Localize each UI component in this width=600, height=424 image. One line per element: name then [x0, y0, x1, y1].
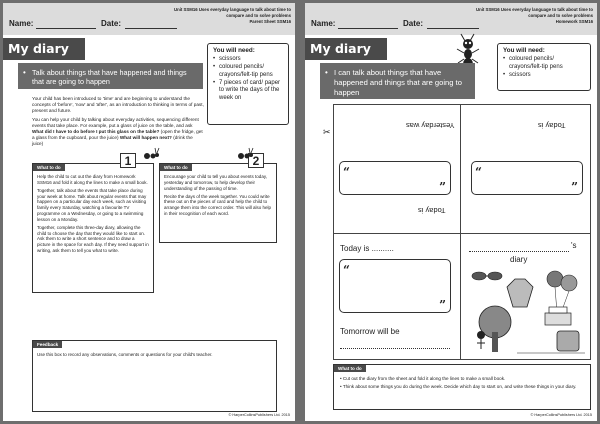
bullet-icon: • — [325, 68, 328, 77]
need-item: • scissors — [503, 72, 585, 80]
what-to-do-panel-1 — [32, 163, 154, 293]
name-label: Name: — [9, 19, 34, 28]
unit-info — [171, 7, 291, 24]
diary-cover-illustration — [467, 267, 585, 355]
cake-icon — [545, 313, 571, 325]
quote-close-icon: ” — [571, 180, 578, 194]
name-line — [338, 28, 398, 29]
intro-text — [32, 96, 204, 150]
homework-sheet — [305, 3, 597, 421]
parent-sheet — [3, 3, 295, 421]
backpack-icon — [557, 331, 579, 351]
page-title: My diary — [305, 38, 387, 60]
quote-open-icon: “ — [343, 165, 350, 179]
today-label-mid: Today is — [418, 206, 446, 215]
possessive-suffix: 's — [571, 241, 577, 250]
scissors-icon: ✂ — [323, 127, 331, 137]
dress-icon — [507, 279, 533, 307]
date-line — [427, 28, 479, 29]
what-to-do-panel — [333, 364, 591, 410]
panel-label: What to do — [334, 365, 366, 372]
feedback-panel — [32, 340, 277, 412]
speech-bubble — [339, 161, 451, 195]
balloon-icon — [547, 271, 563, 287]
need-heading: You will need: — [503, 47, 545, 54]
fold-line — [460, 105, 461, 359]
goal-text: I can talk about things that have happened and things that are going to happen — [334, 68, 462, 97]
panel-label: Feedback — [33, 341, 62, 348]
fold-line — [334, 233, 590, 234]
yesterday-label: Yesterday was — [406, 121, 455, 130]
step-badge-1: 1 — [120, 153, 136, 168]
need-item: • coloured pencils/ crayons/felt-tip pens — [503, 56, 585, 72]
panel-label: What to do — [160, 164, 192, 171]
panel-text: Help the child to cut out the diary from Homework SSM16 and fold it along the lines to make a small book. Together, talk about the events that take place during your week at home. Talk about regular events that may happen on a particular day each week, such as visiting family every Saturday, watching a favourite TV programme on a Wednesday, or going to a swimming lesson on a Monday. Together, complete this three-day diary, allowing the child to choose the day that they would like to start on. Ask them to write a short sentence and to draw a picture in the space for each day. If they need support in writing, ask them to tell you what to write. — [37, 174, 149, 254]
unit-line: Unit SSM16 Uses everyday language to talk about time to compare and to solve problems — [173, 7, 291, 18]
intro-para: Your child has been introduced to 'time' and are beginning to understand the concepts of 'before', 'now' and 'after', as an introduction to thinking in terms of past, present and future. — [32, 96, 204, 114]
sheet-id: Parent Sheet SSM16 — [249, 18, 291, 24]
quote-close-icon: ” — [439, 180, 446, 194]
feedback-text: Use this box to record any observations, comments or questions for your child's teacher. — [37, 352, 213, 357]
unit-info — [473, 7, 593, 24]
speech-bubble — [471, 161, 583, 195]
name-line — [36, 28, 96, 29]
panel-label: What to do — [33, 164, 65, 171]
name-line-cover — [469, 251, 569, 252]
tomorrow-label: Tomorrow will be — [340, 327, 400, 336]
child-icon — [477, 331, 485, 339]
name-label: Name: — [311, 19, 336, 28]
page-title: My diary — [3, 38, 85, 60]
ant-icon — [235, 147, 255, 163]
what-to-do-panel-2 — [159, 163, 277, 243]
ant-icon — [141, 147, 161, 163]
writing-line — [340, 348, 450, 349]
goal-banner — [18, 63, 203, 89]
speech-bubble — [339, 259, 451, 313]
need-item: • scissors — [213, 56, 283, 64]
diary-grid — [333, 104, 591, 360]
date-line — [125, 28, 177, 29]
today-label-top: Today is — [538, 121, 566, 130]
you-will-need-box — [207, 43, 289, 125]
panel-text: • Cut out the diary from the sheet and fold it along the lines to make a small book. • Think about some things you do during the week. Decide which day to start on, and write these things in your diary. — [340, 376, 577, 389]
goal-banner — [320, 63, 475, 99]
step-badge-2: 2 — [248, 153, 264, 168]
quote-close-icon: ” — [439, 298, 446, 312]
copyright: © HarperCollinsPublishers Ltd. 2015 — [530, 413, 592, 417]
diary-word: diary — [510, 255, 528, 264]
date-label: Date: — [403, 19, 424, 28]
panel-text: Encourage your child to tell you about events today, yesterday and tomorrow, to help develop their understanding of the passing of time. Recite the days of the week together. You could write these out on the pieces of card and help the child to arrange them into the correct order. This will also help in their recognition of each word. — [164, 174, 271, 217]
unit-line: Unit SSM16 Uses everyday language to talk about time to compare and to solve problems — [475, 7, 593, 18]
intro-para: You can help your child by talking about everyday activities, sequencing different events that take place. For example, put a glass of juice on the table, and ask What did I have to do before I put this glass on the table? (open the fridge, get a glass from the cupboard, pour the juice) What will happen next? (drink the juice) — [32, 116, 203, 147]
quote-open-icon: “ — [343, 263, 350, 277]
bullet-icon: • — [23, 68, 26, 77]
copyright: © HarperCollinsPublishers Ltd. 2015 — [228, 413, 290, 417]
goal-text: Talk about things that have happened and things that are going to happen — [32, 68, 187, 87]
you-will-need-box — [497, 43, 591, 91]
need-item: • coloured pencils/ crayons/felt-tip pens — [213, 64, 283, 80]
need-item: • 7 pieces of card/ paper to write the days of the week on — [213, 80, 283, 103]
quote-open-icon: “ — [475, 165, 482, 179]
sunglasses-icon — [472, 272, 486, 280]
sheet-id: Homework SSM16 — [555, 18, 593, 24]
today-label-main: Today is .......... — [340, 244, 394, 253]
need-heading: You will need: — [213, 47, 255, 54]
date-label: Date: — [101, 19, 122, 28]
